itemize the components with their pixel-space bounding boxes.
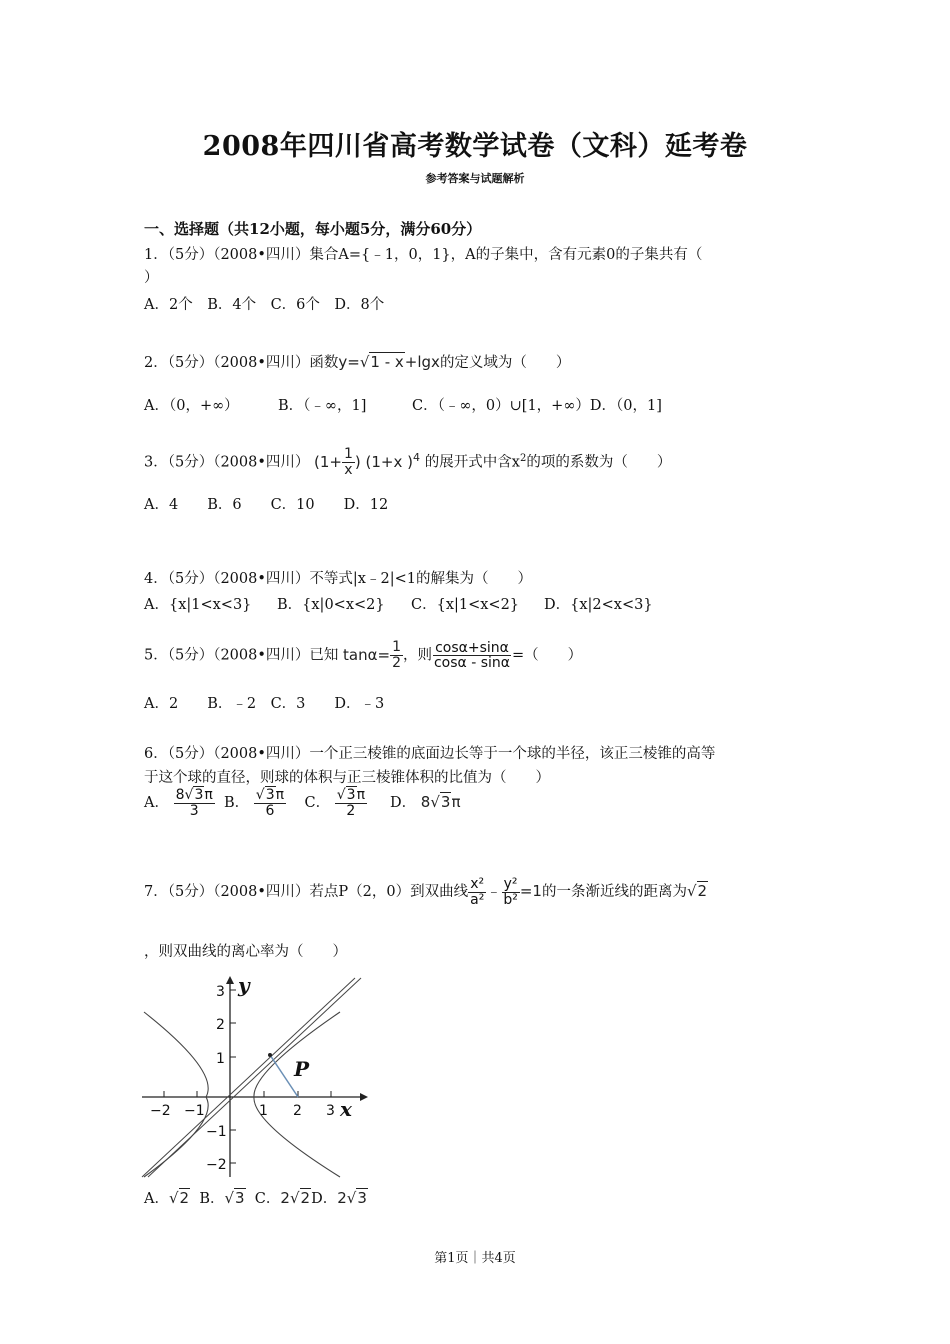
foot-point: [268, 1053, 272, 1057]
question-1-text: 1．（5分）（2008•四川）集合A={﹣1，0，1}，A的子集中，含有元素0的子集共有（: [144, 247, 703, 263]
x-tick-label: −2: [150, 1103, 171, 1119]
question-7-option-d-value: 2√3: [337, 1189, 367, 1207]
asymptote-line-2: [148, 978, 361, 1177]
page-footer: 第1页｜共4页: [434, 1251, 516, 1266]
x-tick-label: 1: [259, 1103, 268, 1119]
hyperbola-left-branch: [144, 1012, 208, 1177]
section-heading: 一、选择题（共12小题，每小题5分，满分60分）: [144, 220, 482, 238]
y-tick-label: −1: [206, 1124, 227, 1140]
x-axis-arrow: [360, 1093, 368, 1101]
question-2-option-c-d: C．（﹣∞，0）∪[1，+∞）D．（0，1]: [412, 398, 662, 414]
question-6-option-c-value: $\frac{√3\pi}{2}$: [336, 787, 365, 819]
x-tick-label: 2: [293, 1103, 302, 1119]
question-7-fraction-y: $\frac{\text{y²}}{\text{b²}}$: [503, 876, 518, 908]
question-5-fraction: $\frac{\cos\alpha+\sin\alpha}{\cos\alpha - \sin\alpha}$: [433, 639, 511, 672]
question-1-text-cont: ）: [144, 270, 159, 286]
question-7-options: A．√2 B．√3 C．2√2D．2√3: [144, 1189, 367, 1207]
page-title: 2008年四川省高考数学试卷（文科）延考卷: [202, 131, 748, 162]
y-axis-label: y: [238, 973, 250, 997]
question-5-text: 5．（5分）（2008•四川）已知 tanα= $\frac{1}{2}$ ，则 $\frac{\cos\alpha+\sin\alpha}{\cos\alpha - \sin\alpha}$ =（ ）: [144, 639, 583, 672]
question-7-distance: √2: [686, 882, 708, 901]
y-tick-label: 1: [216, 1051, 225, 1067]
question-2-suffix: 的定义域为（ ）: [439, 355, 571, 371]
x-tick-label: −1: [184, 1103, 205, 1119]
question-2-option-a: A．（0，+∞）: [144, 398, 239, 414]
hyperbola-svg: [140, 972, 370, 1182]
hyperbola-graph: [140, 972, 370, 1186]
question-6-options: A． $\frac{8√3\pi}{3}$ B． $\frac{√3\pi}{6}$ C． $\frac{√3\pi}{2}$ D． 8√3π: [144, 787, 461, 819]
question-7-text-cont: ，则双曲线的离心率为（ ）: [144, 944, 347, 960]
y-tick-label: 2: [216, 1017, 225, 1033]
question-7-option-c-value: 2√2: [280, 1189, 311, 1207]
page-subtitle: 参考答案与试题解析: [425, 172, 525, 185]
question-6-text-cont: 于这个球的直径，则球的体积与正三棱锥体积的比值为（ ）: [144, 770, 550, 786]
y-tick-label: −2: [206, 1157, 227, 1173]
x-axis-label: x: [340, 1097, 352, 1121]
question-7-text: 7．（5分）（2008•四川）若点P（2，0）到双曲线 $\frac{\text{x²}}{\text{a²}}$ ﹣ $\frac{\text{y²}}{\text{b²}}$ =1的一条渐近线的距离为√2: [144, 876, 708, 908]
question-4-option-a: A．{x|1<x<3}: [144, 597, 252, 613]
question-6-option-a-value: $\frac{8√3\pi}{3}$: [175, 787, 213, 819]
y-tick-label: 3: [216, 984, 225, 1000]
y-axis-arrow: [226, 976, 234, 984]
question-5-options: A．2 B．﹣2 C．3 D．﹣3: [144, 696, 385, 712]
question-5-tan: tanα= $\frac{1}{2}$: [343, 639, 401, 671]
question-3-formula: (1+ $\frac{1}{x}$ ) (1+x )$^4$: [314, 446, 420, 478]
question-3-text: 3．（5分）（2008•四川） (1+ $\frac{1}{x}$ ) (1+x )$^4$ 的展开式中含$x^2$的项的系数为（ ）: [144, 446, 672, 478]
point-p-label: P: [294, 1057, 310, 1081]
question-4-text: 4．（5分）（2008•四川）不等式|x﹣2|<1的解集为（ ）: [144, 571, 532, 587]
question-6-text: 6．（5分）（2008•四川）一个正三棱锥的底面边长等于一个球的半径，该正三棱锥的高等: [144, 746, 716, 762]
question-4-option-c: C．{x|1<x<2}: [411, 597, 520, 613]
question-2-prefix: 2．（5分）（2008•四川）函数: [144, 355, 339, 371]
question-2-formula: y=√1 - x+lgx: [338, 353, 440, 371]
question-3-options: A．4 B．6 C．10 D．12: [144, 497, 389, 513]
x-tick-label: 3: [326, 1103, 335, 1119]
question-7-option-a-value: √2: [168, 1189, 190, 1207]
question-6-option-b-value: $\frac{√3\pi}{6}$: [255, 787, 285, 819]
question-2-text: [144, 351, 570, 372]
question-7-fraction-x: $\frac{\text{x²}}{\text{a²}}$: [470, 876, 485, 908]
question-4-option-b: B．{x|0<x<2}: [277, 597, 385, 613]
question-7-option-b-value: √3: [224, 1189, 245, 1207]
asymptote-line: [142, 978, 355, 1177]
question-6-option-d-value: 8√3π: [420, 793, 461, 812]
question-1-options: A．2个 B．4个 C．6个 D．8个: [144, 297, 385, 313]
question-4-option-d: D．{x|2<x<3}: [544, 597, 653, 613]
question-2-option-b: B．（﹣∞，1]: [278, 398, 367, 414]
